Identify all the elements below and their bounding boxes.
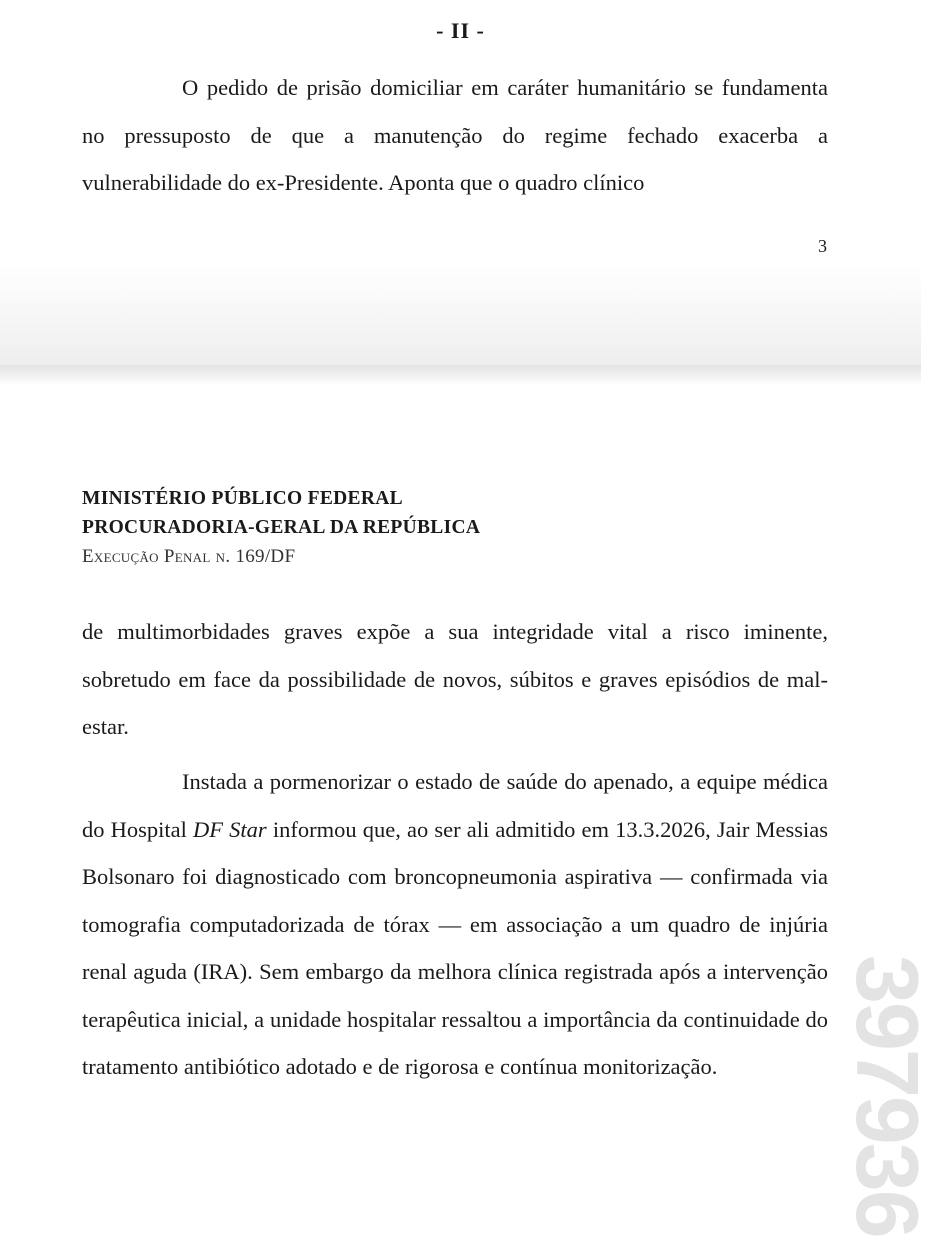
letterhead-institution: MINISTÉRIO PÚBLICO FEDERAL [82, 488, 403, 509]
page-number: 3 [818, 236, 827, 256]
hospital-name: DF Star [193, 816, 267, 842]
letterhead [82, 484, 480, 571]
paragraph-top-text: O pedido de prisão domiciliar em caráter humanitário se fundamenta no pressuposto de que a manutenção do regime fechado exacerba a vulnerabilidade do ex-Presidente. Aponta que o quadro clínico [82, 75, 828, 195]
page-separator [0, 365, 921, 385]
watermark-stamp [820, 955, 940, 1237]
paragraph-medical-text-end: informou que, ao ser ali admitido em 13.3.2026, Jair Messias Bolsonaro foi diagnosticado com broncopneumonia aspirativa — confirmada via tomografia computadorizada de tórax — em associação a um quadro de injúria renal aguda (IRA). Sem embargo da melhora clínica registrada após a intervenção terapêutica inicial, a unidade hospitalar ressaltou a importância da continuidade do tratamento antibiótico adotado e de rigorosa e contínua monitorização. [82, 816, 829, 1079]
letterhead-case-number: Execução Penal n. 169/DF [82, 546, 296, 567]
document-page-previous [0, 0, 921, 365]
paragraph-medical-text-start: Instada a pormenorizar o estado de saúde do apenado, a equipe médica do Hospital [82, 769, 828, 842]
paragraph-top [82, 64, 828, 207]
section-heading: - II - [436, 18, 485, 43]
paragraph-continuation: de multimorbidades graves expõe a sua integridade vital a risco iminente, sobretudo em face da possibilidade de novos, súbitos e graves episódios de mal-estar. [82, 619, 828, 739]
letterhead-office: PROCURADORIA-GERAL DA REPÚBLICA [82, 517, 481, 538]
watermark-stamp-text: 397936 [838, 955, 937, 1237]
paragraph-medical-report [82, 758, 828, 1091]
